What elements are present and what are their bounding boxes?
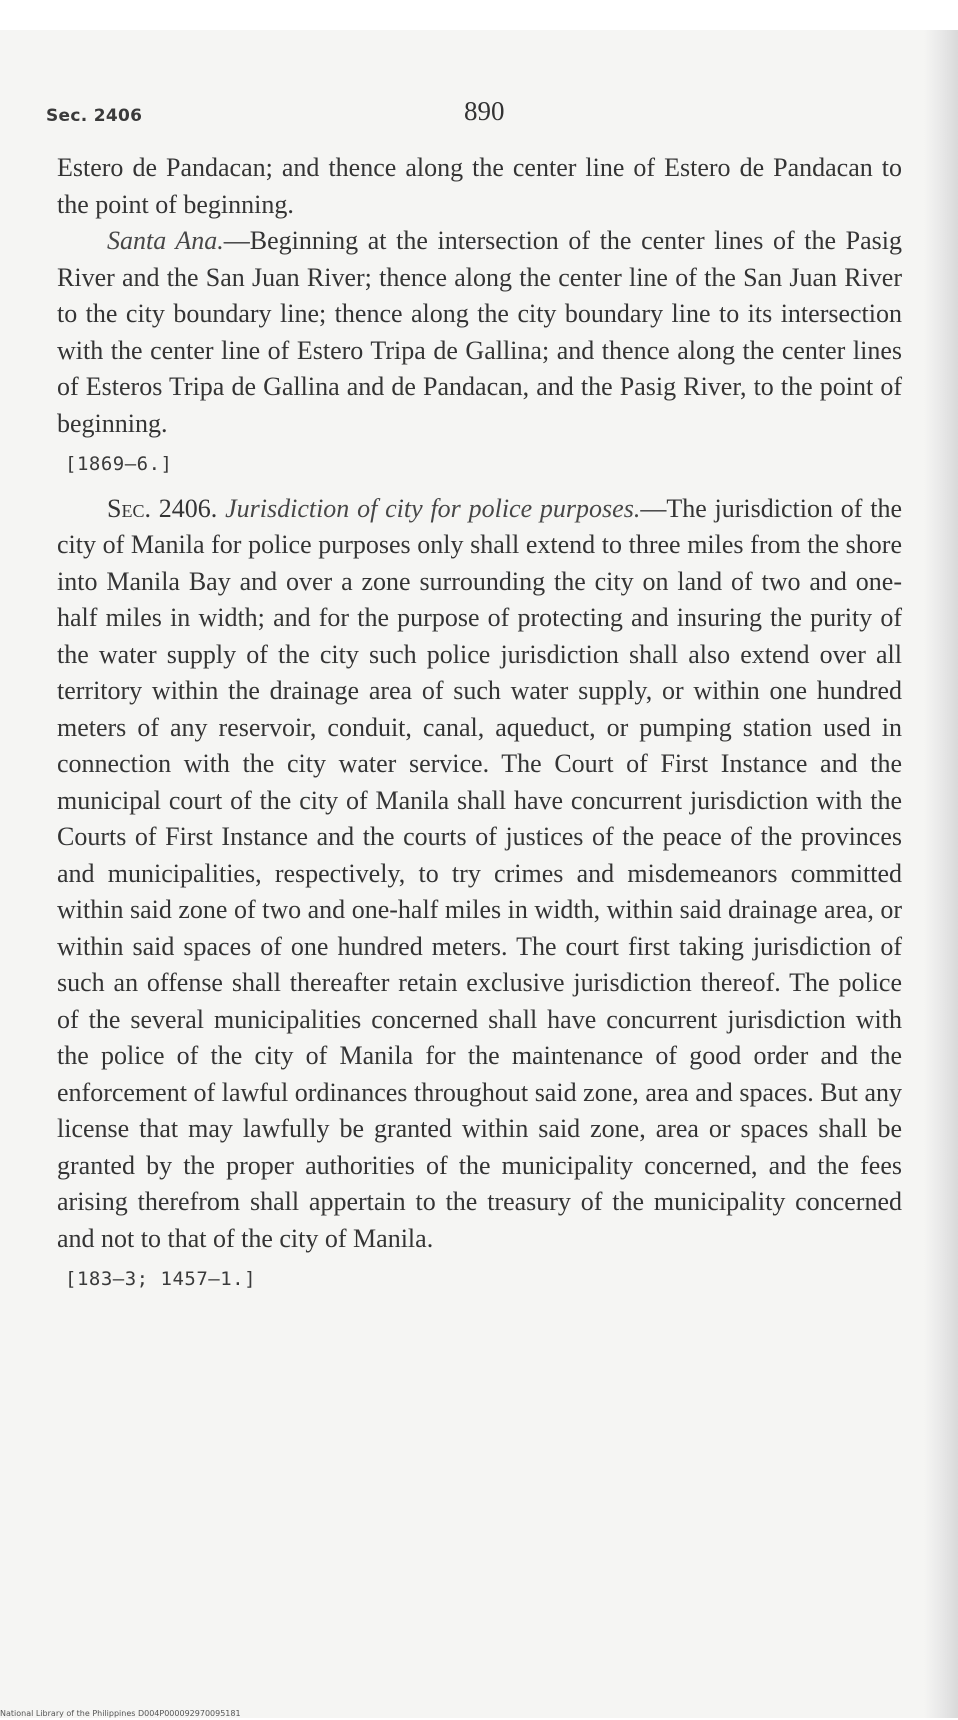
library-watermark-tag: National Library of the Philippines D004P000092970095181 (0, 1709, 241, 1718)
page-body (57, 150, 902, 1306)
section-number: 2406. (158, 493, 218, 523)
paragraph-santa-ana (57, 223, 902, 442)
paragraph-section-2406 (57, 491, 902, 1258)
section-label: Sec. 2406 (46, 106, 143, 126)
santa-ana-text: —Beginning at the intersection of the center lines of the Pasig River and the San Juan River; thence along the center line of the San Juan River to the city boundary line; thence along the city boundary line to its intersection with the center line of Estero Tripa de Gallina; and thence along the center lines of Esteros Tripa de Gallina and de Pandacan, and the Pasig River, to the point of beginning. (57, 226, 902, 438)
page-number: 890 (464, 96, 505, 126)
section-body: —The jurisdiction of the city of Manila for police purposes only shall extend to three miles from the shore into Manila Bay and over a zone surrounding the city on land of two and one-half miles in width; and for the purpose of protecting and insuring the purity of the water supply of the city such police jurisdiction shall also extend over all territory within the drainage area of such water supply, or within one hundred meters of any reservoir, conduit, canal, aqueduct, or pumping station used in connection with the city water service. The Court of First Instance and the municipal court of the city of Manila shall have concurrent jurisdiction with the Courts of First Instance and the courts of justices of the peace of the provinces and municipalities, respectively, to try crimes and misdemeanors committed within said zone of two and one-half miles in width, within said drainage area, or within said spaces of one hundred meters. The court first taking jurisdiction of such an offense shall thereafter retain exclusive jurisdiction thereof. The police of the several municipalities concerned shall have concurrent jurisdiction with the police of the city of Manila for the maintenance of good order and the enforcement of lawful ordinances throughout said zone, area and spaces. But any license that may lawfully be granted within said zone, area or spaces shall be granted by the proper authorities of the municipality concerned, and the fees arising therefrom shall appertain to the treasury of the municipality concerned and not to that of the city of Manila. (57, 493, 903, 1253)
paragraph-pandacan-end: Estero de Pandacan; and thence along the center line of Estero de Pandacan to the point of beginning. (57, 153, 902, 219)
santa-ana-heading: Santa Ana. (107, 226, 224, 255)
page-edge-shadow (924, 30, 958, 1718)
section-title: Jurisdiction of city for police purposes. (225, 493, 641, 523)
citation-2: [183—3; 1457—1.] (65, 1268, 257, 1290)
citation-1: [1869—6.] (65, 453, 173, 475)
section-prefix: Sec. (107, 493, 151, 523)
page-header (46, 96, 868, 132)
